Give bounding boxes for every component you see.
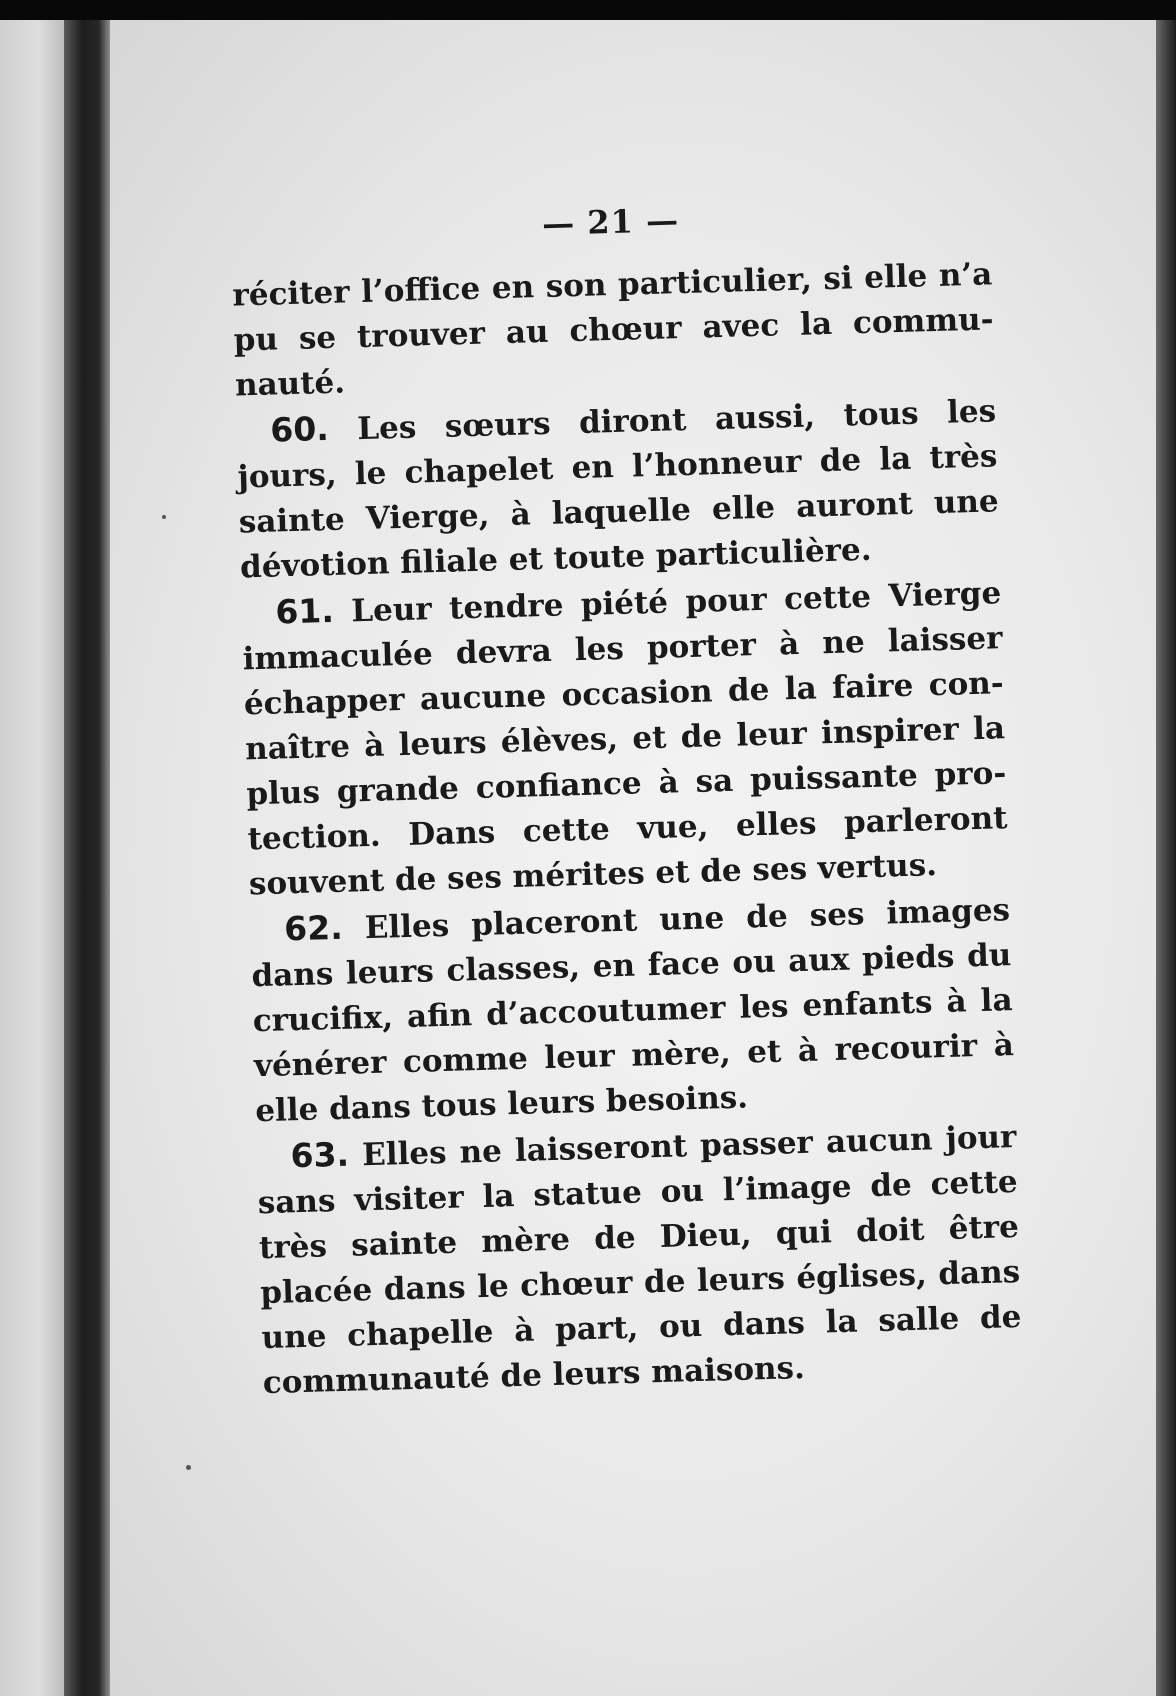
article-number: 63. [290, 1134, 350, 1176]
page-number: — 21 — [541, 201, 680, 243]
paragraph-text: réciter l’office en son particulier, si elle n’a pu se trouver au chœur avec la communauté. [232, 256, 994, 404]
scan-right-border [1156, 20, 1176, 1696]
article-60 [236, 387, 1001, 590]
book-gutter [64, 20, 110, 1696]
paragraph-continuation [232, 252, 995, 408]
article-number: 61. [274, 590, 335, 632]
paragraph-text: Elles ne laisseront passer aucun jour sans visiter la statue ou l’image de cette très sainte mère de Dieu, qui doit être placée dans le chœur de leurs églises, dans une chapelle à part, ou dans la salle de communauté de leurs maisons. [257, 1119, 1022, 1402]
article-62 [250, 886, 1016, 1134]
page-text [230, 189, 1023, 1406]
article-61 [241, 569, 1010, 907]
paper-speck [162, 515, 166, 519]
article-number: 60. [269, 408, 330, 450]
paragraph-text: Leur tendre piété pour cette Vierge immaculée devra les porter à ne laisser échapper aucune occasion de la faire connaître à leurs élèves, et de leur inspirer la plus grande confiance à sa puissante protection. Dans cette vue, elles parleront souvent de ses mérites et de ses vertus. [242, 575, 1008, 903]
scan-top-border [0, 0, 1176, 20]
article-number: 62. [283, 907, 344, 949]
facing-page-edge [0, 20, 64, 1696]
paper-speck [186, 1465, 191, 1470]
article-63 [256, 1113, 1023, 1406]
paragraph-text: Les sœurs diront aussi, tous les jours, le chapelet en l’honneur de la très sainte Vierge, à laquelle elle auront une dévotion filiale et toute particulière. [237, 393, 1000, 586]
paragraph-text: Elles placeront une de ses images dans leurs classes, en face ou aux pieds du crucifix, afin d’accoutumer les enfants à la vénérer comme leur mère, et à recourir à elle dans tous leurs besoins. [251, 892, 1015, 1130]
